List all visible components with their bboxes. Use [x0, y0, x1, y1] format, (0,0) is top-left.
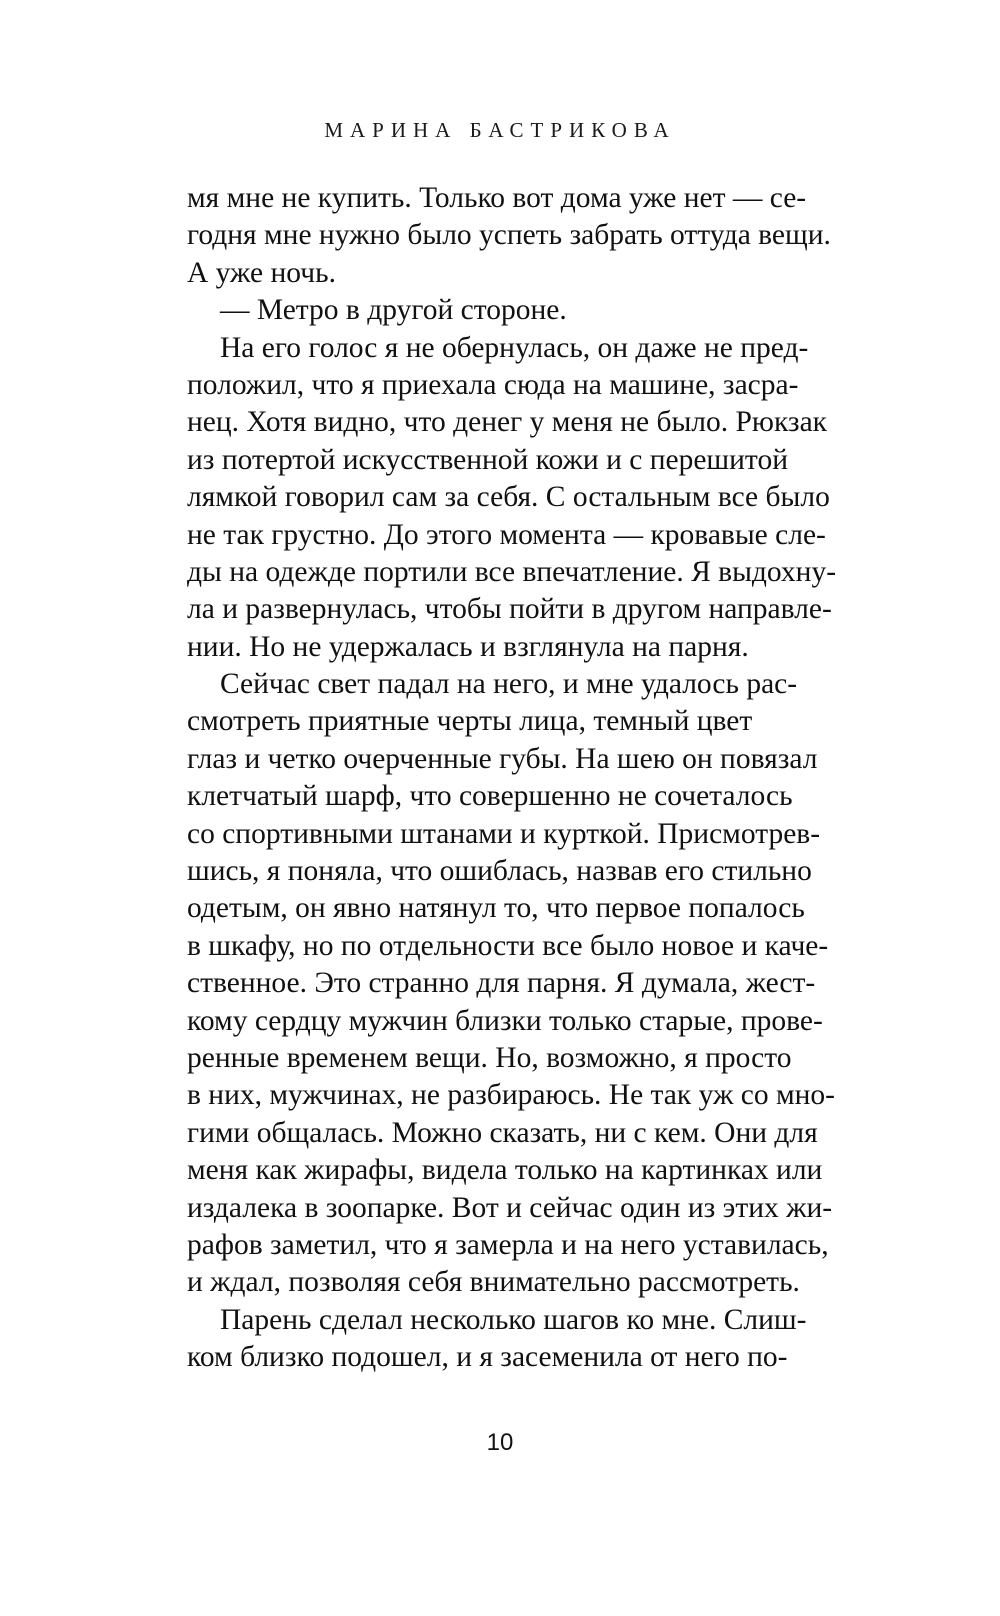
text-line: ственное. Это странно для парня. Я думала, жест- — [187, 967, 816, 1000]
text-line: мя мне не купить. Только вот дома уже нет — се- — [187, 182, 807, 214]
text-line: в шкафу, но по отдельности все было новое и каче- — [187, 929, 829, 962]
text-line: смотреть приятные черты лица, темный цвет — [187, 705, 753, 738]
text-line: годня мне нужно было успеть забрать оттуда вещи. — [187, 219, 831, 252]
text-line: нец. Хотя видно, что денег у меня не было. Рюкзак — [187, 406, 827, 439]
text-line: и ждал, позволяя себя внимательно рассмотреть. — [187, 1266, 800, 1299]
text-line: ренные временем вещи. Но, возможно, я просто — [187, 1041, 792, 1074]
text-line: Парень сделал несколько шагов ко мне. Слиш- — [220, 1303, 807, 1336]
text-line: в них, мужчинах, не разбираюсь. Не так уж со мно- — [187, 1079, 835, 1112]
running-head: МАРИНА БАСТРИКОВА — [324, 118, 676, 142]
text-line: со спортивными штанами и курткой. Присмотрев- — [187, 817, 821, 850]
text-line: одетым, он явно натянул то, что первое попалось — [187, 892, 805, 925]
text-line: кому сердцу мужчин близки только старые, прове- — [187, 1004, 823, 1037]
text-line: А уже ночь. — [187, 256, 336, 289]
text-line: меня как жирафы, видела только на картинках или — [187, 1154, 823, 1187]
text-line: ла и развернулась, чтобы пойти в другом направле- — [187, 593, 832, 626]
text-line: глаз и четко очерченные губы. На шею он повязал — [187, 742, 818, 775]
page-number: 10 — [486, 1429, 514, 1456]
text-line: На его голос я не обернулась, он даже не пред- — [220, 331, 809, 364]
body-text — [187, 180, 857, 1377]
text-line: из потертой искусственной кожи и с перешитой — [187, 443, 788, 476]
text-line: не так грустно. До этого момента — кровавые сле- — [187, 518, 826, 551]
text-line: нии. Но не удержалась и взглянула на парня. — [187, 630, 749, 663]
text-line: лямкой говорил сам за себя. С остальным все было — [187, 481, 830, 514]
text-line: рафов заметил, что я замерла и на него уставилась, — [187, 1228, 829, 1261]
text-line: — Метро в другой стороне. — [220, 294, 567, 327]
text-line: положил, что я приехала сюда на машине, засра- — [187, 368, 799, 401]
text-line: гими общалась. Можно сказать, ни с кем. Они для — [187, 1116, 818, 1149]
text-line: Сейчас свет падал на него, и мне удалось рас- — [220, 668, 798, 701]
text-line: ком близко подошел, и я засеменила от него по- — [187, 1341, 788, 1374]
text-line: шись, я поняла, что ошиблась, назвав его стильно — [187, 855, 812, 888]
text-line: ды на одежде портили все впечатление. Я выдохну- — [187, 555, 837, 588]
text-line: издалека в зоопарке. Вот и сейчас один из этих жи- — [187, 1191, 833, 1224]
text-line: клетчатый шарф, что совершенно не сочеталось — [187, 780, 793, 813]
